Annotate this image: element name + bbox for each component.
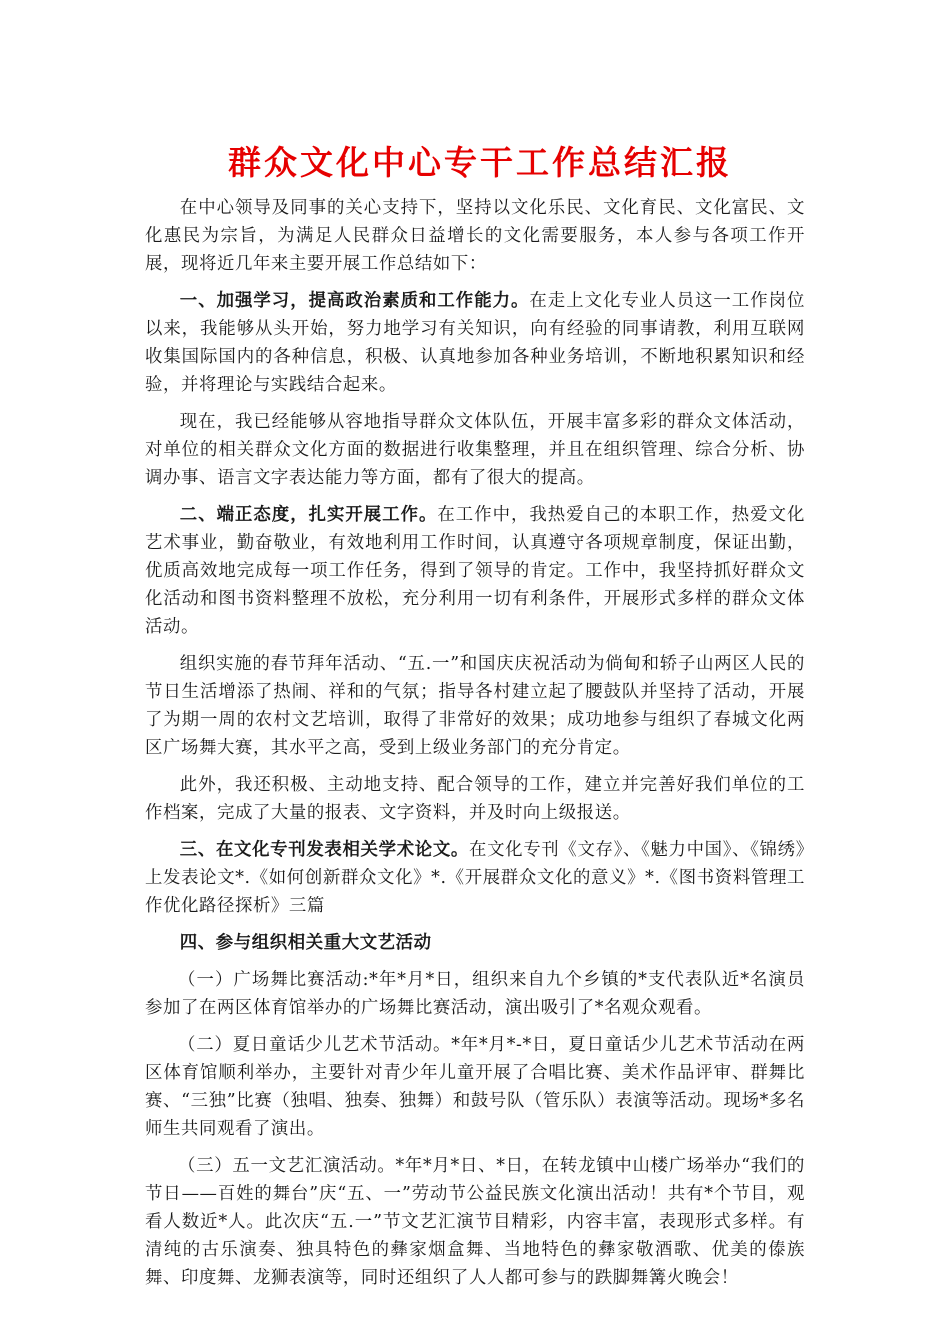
document-title: 群众文化中心专干工作总结汇报 (228, 143, 732, 182)
section4-heading: 四、参与组织相关重大文艺活动 (179, 933, 432, 953)
section4-item-3: （三）五一文艺汇演活动。*年*月*日、*日，在转龙镇中山楼广场举办“我们的节日——百姓的舞台”庆“五、一”劳动节公益民族文化演出活动！共有*个节目，观看人数近*人。此次庆“五.一”节文艺汇演节目精彩，内容丰富，表现形式多样。有清纯的古乐演奏、独具特色的彝家烟盒舞、当地特色的彝家敬酒歌、优美的傣族舞、印度舞、龙狮表演等，同时还组织了人人都可参与的跌脚舞篝火晚会！ (145, 1156, 805, 1288)
document-page (145, 130, 805, 1301)
section3-body: 在文化专刊《文存》、《魅力中国》、《锦绣》上发表论文*.《如何创新群众文化》*.《开展群众文化的意义》*.《图书资料管理工作优化路径探析》三篇 (145, 840, 805, 916)
section1-heading: 一、加强学习，提高政治素质和工作能力。 (179, 291, 530, 311)
section4-item-1: （一）广场舞比赛活动:*年*月*日，组织来自九个乡镇的*支代表队近*名演员参加了在两区体育馆举办的广场舞比赛活动，演出吸引了*名观众观看。 (145, 970, 805, 1018)
section2-paragraph (145, 501, 805, 641)
section2-body: 在工作中，我热爱自己的本职工作，热爱文化艺术事业，勤奋敬业，有效地利用工作时间，认真遵守各项规章制度，保证出勤，优质高效地完成每一项工作任务，得到了领导的肯定。工作中，我坚持抓好群众文化活动和图书资料整理不放松，充分利用一切有利条件，开展形式多样的群众文体活动。 (145, 505, 805, 637)
section2-heading: 二、端正态度，扎实开展工作。 (179, 505, 438, 525)
section2-paragraph-2: 组织实施的春节拜年活动、“五.一”和国庆庆祝活动为倘甸和轿子山两区人民的节日生活增添了热闹、祥和的气氛；指导各村建立起了腰鼓队并坚持了活动，开展了为期一周的农村文艺培训，取得了非常好的效果；成功地参与组织了春城文化两区广场舞大赛，其水平之高，受到上级业务部门的充分肯定。 (145, 654, 805, 758)
intro-paragraph: 在中心领导及同事的关心支持下，坚持以文化乐民、文化育民、文化富民、文化惠民为宗旨，为满足人民群众日益增长的文化需要服务，本人参与各项工作开展，现将近几年来主要开展工作总结如下： (145, 198, 805, 274)
section1-paragraph (145, 287, 805, 399)
section3-paragraph (145, 836, 805, 920)
section1-paragraph-2: 现在，我已经能够从容地指导群众文体队伍，开展丰富多彩的群众文体活动，对单位的相关群众文化方面的数据进行收集整理，并且在组织管理、综合分析、协调办事、语言文字表达能力等方面，都有了很大的提高。 (145, 412, 805, 488)
section4-item-2: （二）夏日童话少儿艺术节活动。*年*月*-*日，夏日童话少儿艺术节活动在两区体育馆顺利举办，主要针对青少年儿童开展了合唱比赛、美术作品评审、群舞比赛、“三独”比赛（独唱、独奏、独舞）和鼓号队（管乐队）表演等活动。现场*多名师生共同观看了演出。 (145, 1035, 805, 1139)
section1-body: 在走上文化专业人员这一工作岗位以来，我能够从头开始，努力地学习有关知识，向有经验的同事请教，利用互联网收集国际国内的各种信息，积极、认真地参加各种业务培训，不断地积累知识和经验，并将理论与实践结合起来。 (145, 291, 805, 395)
section3-heading: 三、在文化专刊发表相关学术论文。 (179, 840, 469, 860)
section2-paragraph-3: 此外，我还积极、主动地支持、配合领导的工作，建立并完善好我们单位的工作档案，完成了大量的报表、文字资料，并及时向上级报送。 (145, 775, 805, 823)
